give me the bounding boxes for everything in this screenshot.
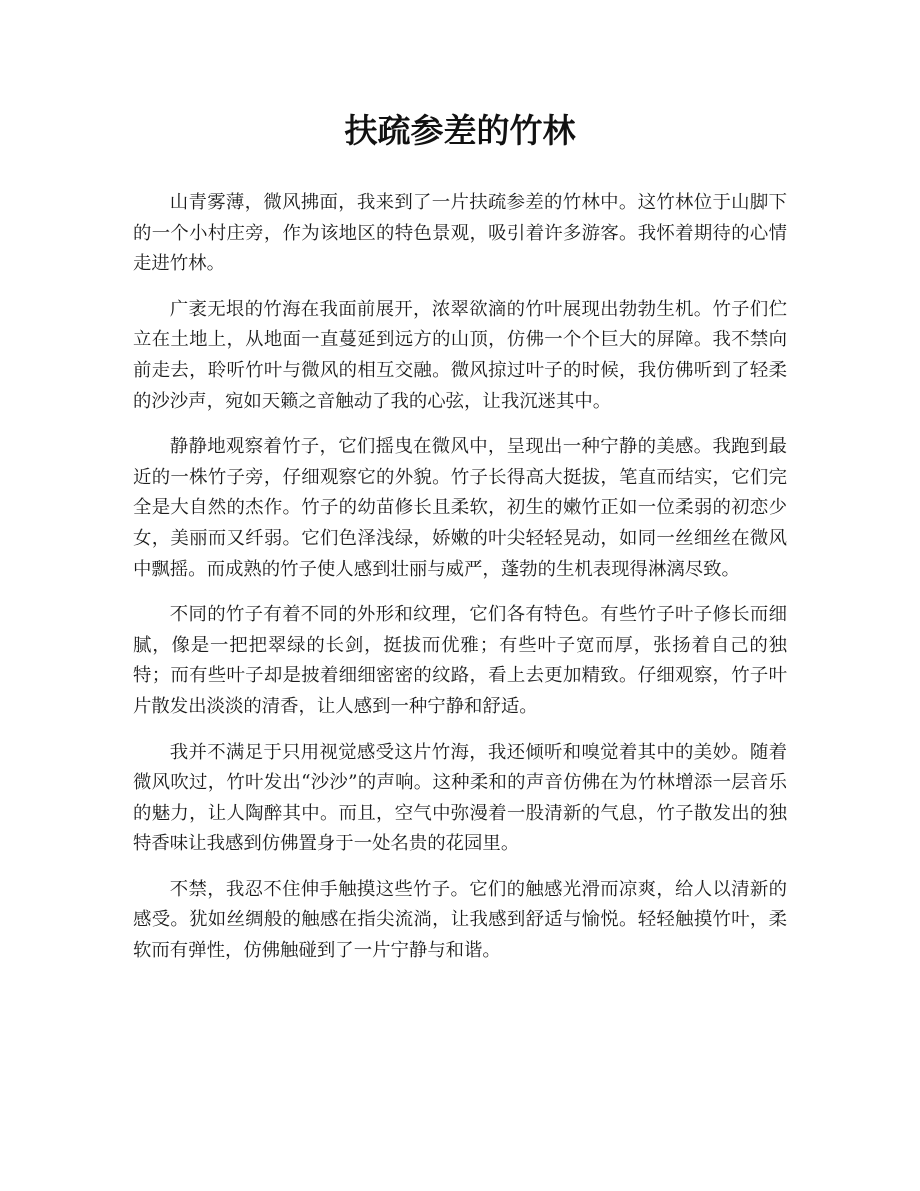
paragraph-6: 不禁，我忍不住伸手触摸这些竹子。它们的触感光滑而凉爽，给人以清新的感受。犹如丝绸般的触感在指尖流淌，让我感到舒适与愉悦。轻轻触摸竹叶，柔软而有弹性，仿佛触碰到了一片宁静与和谐。 — [133, 878, 787, 962]
paragraph-2: 广袤无垠的竹海在我面前展开，浓翠欲滴的竹叶展现出勃勃生机。竹子们伫立在土地上，从地面一直蔓延到远方的山顶，仿佛一个个巨大的屏障。我不禁向前走去，聆听竹叶与微风的相互交融。微风掠过叶子的时候，我仿佛听到了轻柔的沙沙声，宛如天籁之音触动了我的心弦，让我沉迷其中。 — [133, 298, 787, 412]
paragraph-5: 我并不满足于只用视觉感受这片竹海，我还倾听和嗅觉着其中的美妙。随着微风吹过，竹叶发出“沙沙”的声响。这种柔和的声音仿佛在为竹林增添一层音乐的魅力，让人陶醉其中。而且，空气中弥漫着一股清新的气息，竹子散发出的独特香味让我感到仿佛置身于一处名贵的花园里。 — [133, 741, 787, 855]
document-body — [133, 188, 787, 982]
paragraph-3: 静静地观察着竹子，它们摇曳在微风中，呈现出一种宁静的美感。我跑到最近的一株竹子旁，仔细观察它的外貌。竹子长得高大挺拔，笔直而结实，它们完全是大自然的杰作。竹子的幼苗修长且柔软，初生的嫩竹正如一位柔弱的初恋少女，美丽而又纤弱。它们色泽浅绿，娇嫩的叶尖轻轻晃动，如同一丝细丝在微风中飘摇。而成熟的竹子使人感到壮丽与威严，蓬勃的生机表现得淋漓尽致。 — [133, 436, 787, 580]
paragraph-4: 不同的竹子有着不同的外形和纹理，它们各有特色。有些竹子叶子修长而细腻，像是一把把翠绿的长剑，挺拔而优雅；有些叶子宽而厚，张扬着自己的独特；而有些叶子却是披着细细密密的纹路，看上去更加精致。仔细观察，竹子叶片散发出淡淡的清香，让人感到一种宁静和舒适。 — [133, 604, 787, 717]
paragraph-1: 山青雾薄，微风拂面，我来到了一片扶疏参差的竹林中。这竹林位于山脚下的一个小村庄旁，作为该地区的特色景观，吸引着许多游客。我怀着期待的心情走进竹林。 — [133, 192, 787, 275]
document-title: 扶疏参差的竹林 — [344, 111, 576, 150]
